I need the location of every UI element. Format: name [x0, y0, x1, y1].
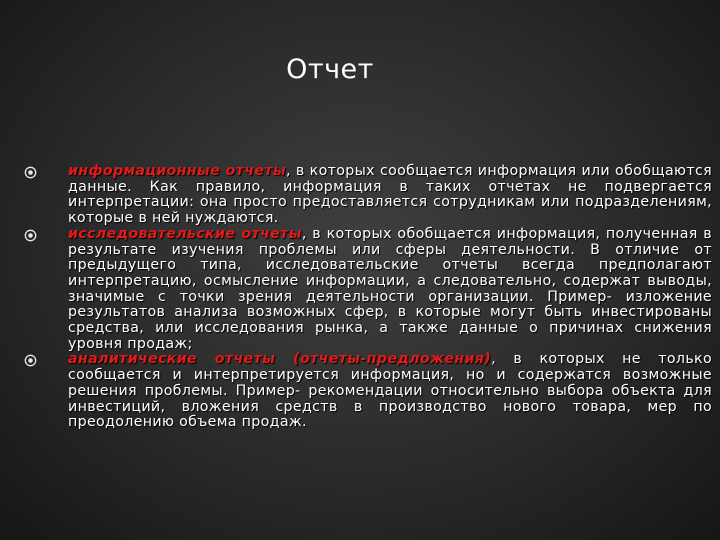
bullet-term: аналитические отчеты (отчеты-предложения) [68, 351, 492, 368]
slide-title: Отчет [286, 54, 374, 85]
bullet-text: , в которых сообщается информация или обобщаются данные. Как правило, информация в таких отчетах не подвергается интерпретации: она просто предоставляется сотрудникам или подразделениям, которые в ней нуждаются. [68, 163, 712, 227]
bullet-text: , в которых обобщается информация, полученная в результате изучения проблемы или сферы деятельности. В отличие от предыдущего типа, исследовательские отчеты всегда предполагают интерпретацию, осмысление информации, а следовательно, содержат выводы, значимые с точки зрения деятельности организации. Пример- изложение результатов анализа возможных сфер, в которые могут быть инвестированы средства, или исследования рынка, а также данные о причинах снижения уровня продаж; [68, 225, 712, 352]
circled-dot-icon [24, 166, 37, 179]
bullet-item-analytical-reports [24, 352, 712, 431]
circled-dot-icon [24, 229, 37, 242]
bullet-term: информационные отчеты [68, 163, 287, 179]
bullet-list [24, 164, 712, 431]
bullet-term: исследовательские отчеты [68, 225, 302, 242]
bullet-item-informational-reports [24, 164, 712, 227]
circled-dot-icon [24, 354, 37, 367]
bullet-item-research-reports [24, 227, 712, 353]
bullet-text: , в которых не только сообщается и интерпретируется информация, но и содержатся возможные решения проблемы. Пример- рекомендации относительно выбора объекта для инвестиций, вложения средств в производство нового товара, мер по преодолению объема продаж. [68, 351, 712, 431]
